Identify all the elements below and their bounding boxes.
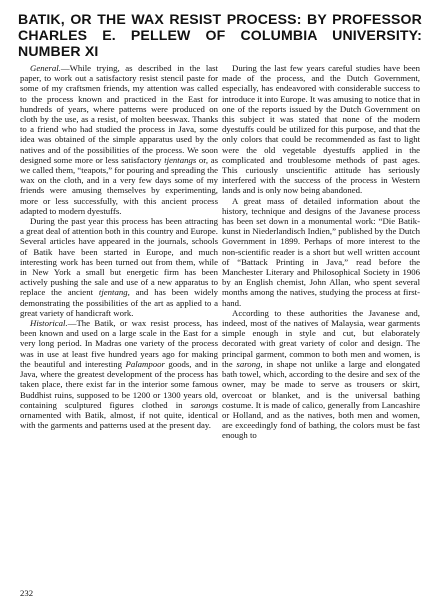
section-label-historical: Historical.	[30, 318, 68, 329]
paragraph-text: or, as we called them, “teapots,” for pouring and spreading the wax on the cloth, and in a very few days some of my friends were amusing themselves by experimenting, more or less successfully, with this ancient process adapted to modern dyestuffs.	[20, 154, 218, 216]
page-number: 232	[20, 588, 34, 598]
paragraph-text: goods, and in Java, where the greatest development of the process has taken place, there exist far in the interior some famous Buddhist ruins, supposed to be 1200 or 1300 years old, containing sculptured figures clothed in	[20, 358, 218, 410]
left-column	[20, 63, 218, 430]
paragraph-text: During the past year this process has been attracting a great deal of attention both in this country and Europe. Several articles have appeared in the journals, schools of Batik have been started in Europe, and much interesting work has been turned out from them, while in New York a small but energetic firm has been actively pushing the sale and use of a new apparatus to replace the ancient	[20, 216, 218, 298]
paragraph-past-year	[20, 216, 218, 318]
term-tjentangs: tjentangs	[164, 154, 197, 165]
right-column	[222, 63, 420, 441]
term-sarong: sarong,	[236, 358, 263, 369]
paragraph-authorities	[222, 308, 420, 441]
paragraph-text: —The Batik, or wax resist process, has been known and used on a large scale in the East for a very long period. In Madras one variety of the process was in use at least five hundred years ago for making the beautiful and interesting	[20, 318, 218, 369]
term-tjentang: tjentang,	[98, 287, 130, 298]
paragraph-text: —While trying, as described in the last paper, to work out a satisfactory resist stencil paste for some of my craftsmen friends, my attention was called to the process known and practiced in the East for hundreds of years, where patterns were produced on cloth by the use, as a resist, of molten beeswax. Thanks to a friend who had studied the process in Java, some idea was obtained of the simple apparatus used by the natives and of the possibilities of the process. We soon designed some more or less satisfactory	[20, 63, 218, 165]
paragraph-text: During the last few years careful studies have been made of the process, and the Dutch Government, especially, has endeavored with considerable success to introduce it into Europe. It was amusing to notice that in one of the reports issued by the Dutch Government on this subject it was stated that none of the modern dyestuffs could be utilized for this purpose, and that the only colors that could be recommended as fast to light were the old vegetable dyestuffs applied in the complicated and troublesome methods of past ages. This curiously unscientific attitude has seriously interfered with the success of the process in Western lands and is only now being abandoned.	[222, 63, 420, 196]
paragraph-general	[20, 63, 218, 216]
paragraph-text: A great mass of detailed information about the history, technique and designs of the Javanese process has been set down in a monumental work: “Die Batik-kunst in Niederlandisch Indien,” published by the Dutch Government in 1899. Perhaps of more interest to the non-scientific reader is a short but well written account of “Battack Printing in Java,” read before the Manchester Literary and Philosophical Society in 1906 by an English chemist, John Allan, who spent several months among the natives, studying the process at first-hand.	[222, 195, 420, 308]
paragraph-text: ornamented with Batik, almost, if not quite, identical with the garments and patterns used at the present day.	[20, 409, 218, 431]
paragraph-text: and has been widely demonstrating the possibilities of the art as applied to a great variety of handicraft work.	[20, 287, 218, 318]
paragraph-dutch-studies	[222, 63, 420, 196]
paragraph-detailed-information	[222, 196, 420, 308]
paragraph-text: According to these authorities the Javanese and, indeed, most of the natives of Malaysia, wear garments simple enough in style and cut, but elaborately decorated with great variety of color and design. The principal garment, common to both men and women, is the	[222, 307, 420, 369]
term-palampoor: Palampoor	[125, 358, 165, 369]
term-sarongs: sarongs	[190, 399, 218, 410]
paragraph-text: in shape not unlike a large and elongated bath towel, which, according to the desire and sex of the owner, may be made to serve as trousers or skirt, overcoat or blanket, and is the universal bathing costume. It is made of calico, generally from Lancashire or Holland, and as the natives, both men and women, are exceedingly fond of bathing, the colors must be fast enough to	[222, 358, 420, 441]
paragraph-historical	[20, 318, 218, 430]
article-title: BATIK, OR THE WAX RESIST PROCESS: BY PROFESSOR CHARLES E. PELLEW OF COLUMBIA UNIVERSITY: NUMBER XI	[18, 11, 422, 59]
section-label-general: General.	[30, 63, 61, 73]
